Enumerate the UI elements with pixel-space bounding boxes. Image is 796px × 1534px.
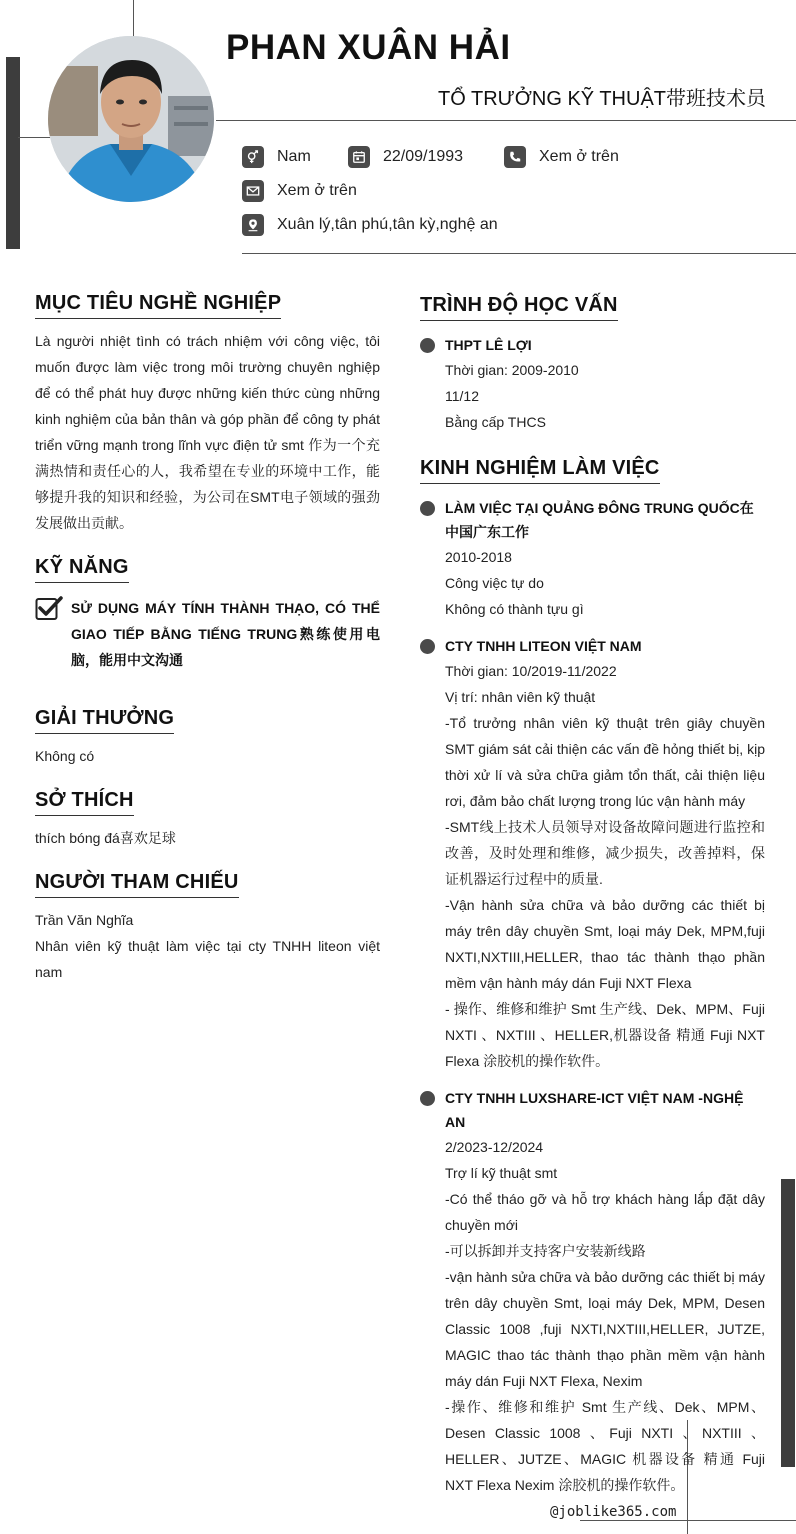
timeline-dot <box>420 338 435 353</box>
timeline-dot <box>420 639 435 654</box>
job-line: 2/2023-12/2024 <box>445 1139 544 1155</box>
experience-title: KINH NGHIỆM LÀM VIỆC <box>420 457 660 484</box>
left-column <box>35 292 380 985</box>
left-accent-bar <box>6 57 20 249</box>
avatar-photo <box>48 36 214 202</box>
objective-text: Là người nhiệt tình có trách nhiệm với công việc, tôi muốn được làm việc trong môi trường chuyên nghiệp để có thể phát huy được những kiến thức cùng những kinh nghiệm của bản thân và góp phần để công ty phát triển vững mạnh trong lĩnh vực điện tử smt 作为一个充满热情和责任心的人，我希望在专业的环境中工作，能够提升我的知识和经验，为公司在SMT电子领域的强劲发展做出贡献。 <box>35 333 380 531</box>
address-info <box>242 214 498 236</box>
job-line: Trợ lí kỹ thuật smt <box>445 1165 558 1181</box>
header-divider-top <box>216 120 796 121</box>
job-line: Công việc tự do <box>445 575 544 591</box>
job-line: Thời gian: 10/2019-11/2022 <box>445 663 617 679</box>
job-company: CTY TNHH LITEON VIỆT NAM <box>445 638 642 654</box>
birthday-info <box>348 146 504 168</box>
experience-section <box>420 457 765 1498</box>
skills-section <box>35 556 380 673</box>
address-value: Xuân lý,tân phú,tân kỳ,nghệ an <box>277 216 498 233</box>
info-row-2 <box>242 179 357 203</box>
job-line: Không có thành tựu gì <box>445 601 584 617</box>
left-horizontal-line <box>18 137 50 138</box>
awards-section <box>35 707 380 769</box>
job-entry <box>420 1086 765 1498</box>
phone-icon <box>504 146 526 168</box>
references-section <box>35 871 380 985</box>
timeline-dot <box>420 1091 435 1106</box>
references-title: NGƯỜI THAM CHIẾU <box>35 871 239 898</box>
job-line: Vị trí: nhân viên kỹ thuật <box>445 689 596 705</box>
education-section <box>420 294 765 435</box>
top-vertical-line <box>133 0 134 40</box>
footer-horizontal-line <box>580 1520 796 1521</box>
header-divider-bottom <box>242 253 796 254</box>
phone-info <box>504 146 619 168</box>
info-row-1 <box>242 145 619 169</box>
location-icon <box>242 214 264 236</box>
calendar-icon <box>348 146 370 168</box>
gender-value: Nam <box>277 148 311 165</box>
job-line: -SMT线上技术人员领导对设备故障问题进行监控和改善，及时处理和维修，减少损失，改善掉料，保证机器运行过程中的质量. <box>445 819 765 887</box>
gender-info <box>242 146 348 168</box>
job-line: -Vận hành sửa chữa và bảo dưỡng các thiết bị máy trên dây chuyền Smt, loại máy Dek, MPM,fuji NXTI,NXTIII,HELLER, thao tác thành thạo phần mềm vận hành máy dán Fuji NXT Flexa <box>445 897 765 991</box>
job-company: CTY TNHH LUXSHARE-ICT VIỆT NAM -NGHỆ AN <box>445 1090 744 1130</box>
hobbies-text: thích bóng đá喜欢足球 <box>35 830 176 846</box>
job-entry <box>420 496 765 622</box>
job-entry <box>420 634 765 1074</box>
school-name: THPT LÊ LỢI <box>445 337 532 353</box>
education-line: Thời gian: 2009-2010 <box>445 362 579 378</box>
skills-title: KỸ NĂNG <box>35 556 129 583</box>
job-line: -Tổ trưởng nhân viên kỹ thuật trên giây chuyền SMT giám sát cải thiện các vấn đề hỏng thiết bị, kịp thời xử lí và sửa chữa giảm tổn thất, cải thiện liệu rơi, đảm bảo chất lượng trong lúc vận hành máy <box>445 715 765 809</box>
gender-icon <box>242 146 264 168</box>
right-accent-bar <box>781 1179 795 1467</box>
education-entry <box>420 333 765 435</box>
job-line: -可以拆卸并支持客户安装新线路 <box>445 1243 646 1259</box>
job-line: -vận hành sửa chữa và bảo dưỡng các thiết bị máy trên dây chuyền Smt, loại máy Dek, MPM, Desen Classic 1008 ,fuji NXTI,NXTIII,HELLER, JUTZE, MAGIC thao tác thành thạo phần mềm vận hành máy dán Fuji NXT Flexa, Nexim <box>445 1269 765 1389</box>
education-line: Bằng cấp THCS <box>445 414 546 430</box>
reference-name: Trần Văn Nghĩa <box>35 912 134 928</box>
checkbox-checked-icon <box>35 595 63 621</box>
candidate-name: PHAN XUÂN HẢI <box>226 28 511 67</box>
hobbies-section <box>35 789 380 851</box>
email-value: Xem ở trên <box>277 182 357 199</box>
education-line: 11/12 <box>445 388 479 404</box>
objective-section <box>35 292 380 536</box>
email-info <box>242 180 357 202</box>
job-company: LÀM VIỆC TẠI QUẢNG ĐÔNG TRUNG QUỐC在中国广东工作 <box>445 500 754 540</box>
job-line: -Có thể tháo gỡ và hỗ trợ khách hàng lắp đặt dây chuyền mới <box>445 1191 765 1233</box>
candidate-position: TỔ TRƯỞNG KỸ THUẬT带班技术员 <box>438 88 766 110</box>
job-line: -操作、维修和维护 Smt 生产线、Dek、MPM、Desen Classic 1008 、Fuji NXTI 、NXTIII 、HELLER、JUTZE、MAGIC 机器设备 精通 Fuji NXT Flexa Nexim 涂胶机的操作软件。 <box>445 1399 765 1493</box>
awards-text: Không có <box>35 748 95 764</box>
info-row-3 <box>242 213 498 237</box>
education-title: TRÌNH ĐỘ HỌC VẤN <box>420 294 618 321</box>
job-line: - 操作、维修和维护 Smt 生产线、Dek、MPM、Fuji NXTI 、NXTIII 、HELLER,机器设备 精通 Fuji NXT Flexa 涂胶机的操作软件。 <box>445 1001 765 1069</box>
footer-watermark: @joblike365.com <box>550 1504 677 1520</box>
phone-value: Xem ở trên <box>539 148 619 165</box>
objective-title: MỤC TIÊU NGHỀ NGHIỆP <box>35 292 281 319</box>
timeline-dot <box>420 501 435 516</box>
email-icon <box>242 180 264 202</box>
job-line: 2010-2018 <box>445 549 512 565</box>
hobbies-title: SỞ THÍCH <box>35 789 134 816</box>
right-column <box>420 294 765 1498</box>
skill-item <box>35 595 380 673</box>
birthday-value: 22/09/1993 <box>383 148 464 165</box>
skill-text: SỬ DỤNG MÁY TÍNH THÀNH THẠO, CÓ THỂ GIAO TIẾP BẰNG TIẾNG TRUNG熟练使用电脑，能用中文沟通 <box>71 600 380 668</box>
reference-desc: Nhân viên kỹ thuật làm việc tại cty TNHH liteon việt nam <box>35 938 380 980</box>
avatar <box>48 36 214 202</box>
awards-title: GIẢI THƯỞNG <box>35 707 174 734</box>
